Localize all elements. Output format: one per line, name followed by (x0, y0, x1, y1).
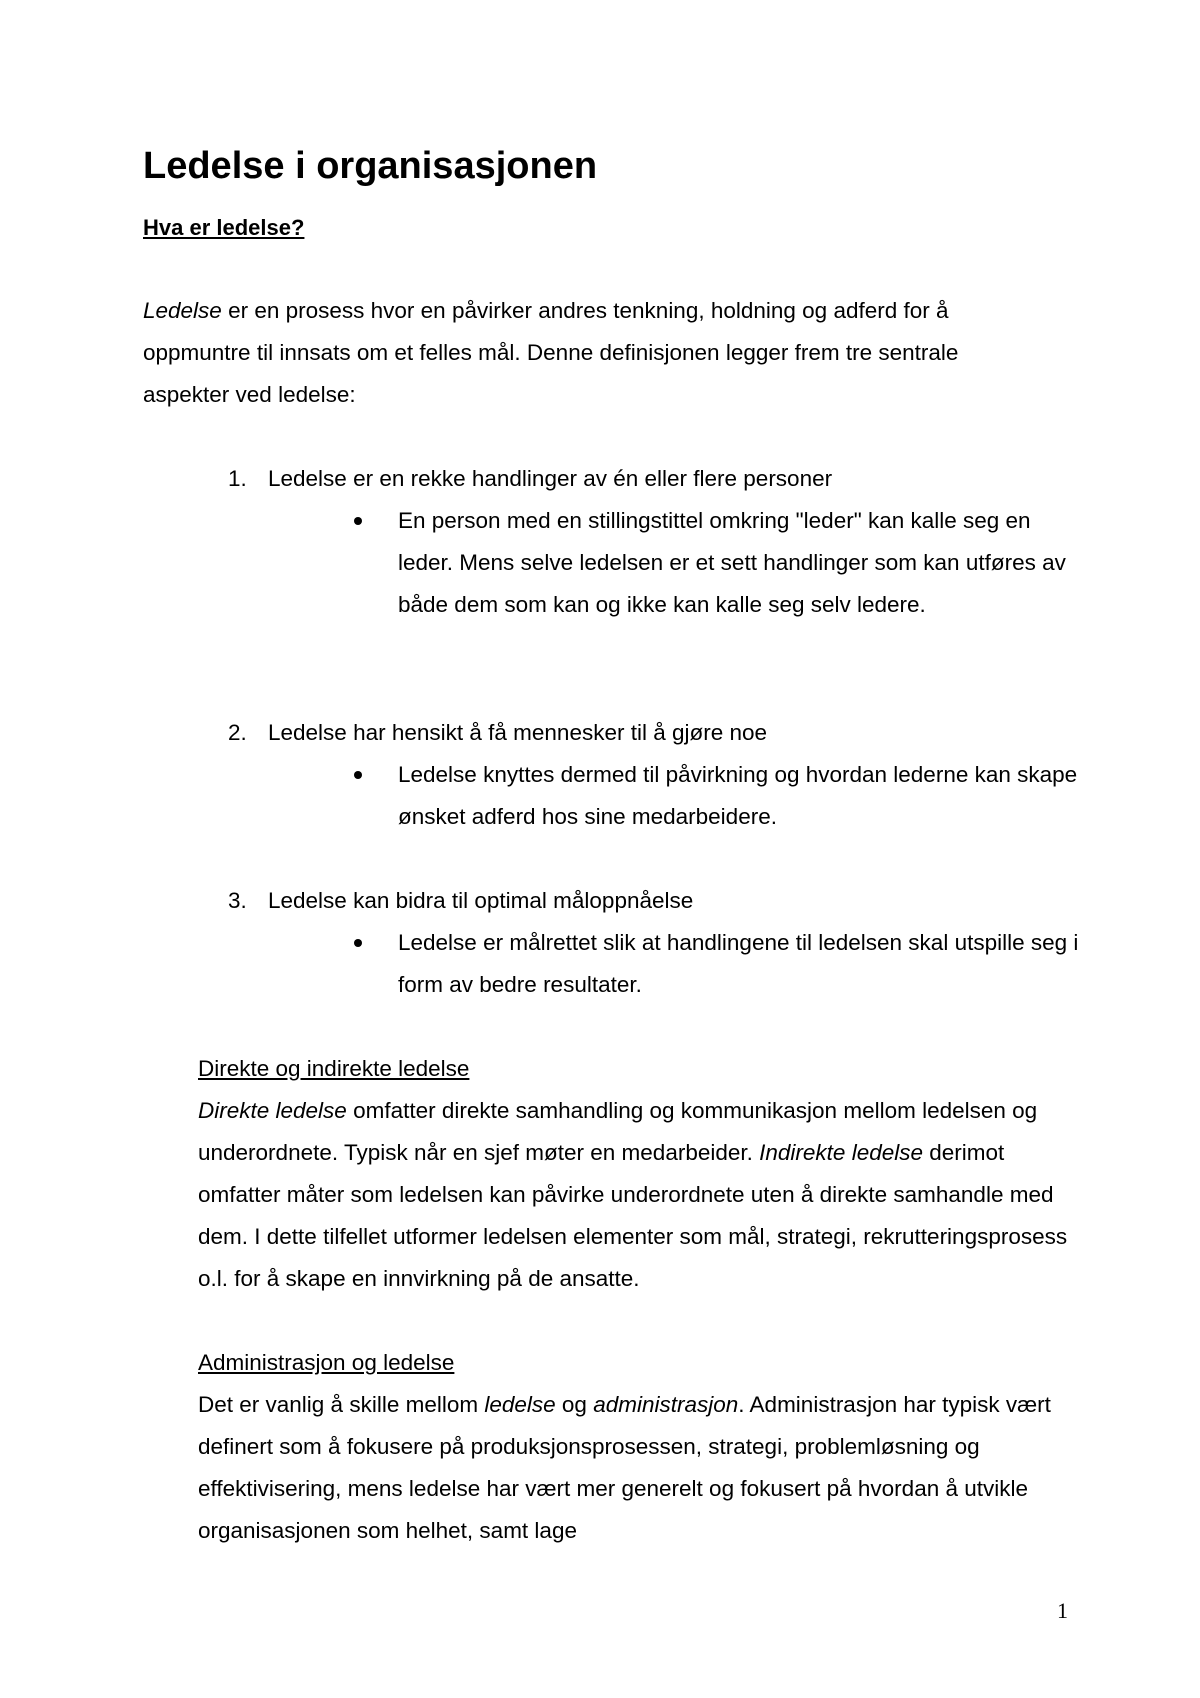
intro-paragraph (143, 290, 1043, 416)
list-item-3 (228, 880, 693, 922)
text-direct-1: omfatter direkte samhandling og kommunikasjon mellom ledelsen og underordnete. Typisk når en sjef møter en medarbeider. (198, 1098, 1038, 1165)
list-number: 1. (228, 466, 247, 491)
bullet-text: Ledelse knyttes dermed til påvirkning og hvordan lederne kan skape ønsket adferd hos sine medarbeidere. (398, 762, 1078, 829)
text-direct-2: derimot omfatter måter som ledelsen kan påvirke underordnete uten å direkte samhandle med dem. I dette tilfellet utformer ledelsen elementer som mål, strategi, rekrutteringsprosess o.l. for å skape en innvirkning på de ansatte. (198, 1140, 1068, 1291)
bullet-icon (354, 939, 362, 947)
list-number: 3. (228, 888, 247, 913)
intro-term: Ledelse (143, 298, 222, 323)
section-heading-direct: Direkte og indirekte ledelse (198, 1056, 470, 1081)
list-item-1 (228, 458, 832, 500)
bullet-item-3 (360, 922, 1080, 1006)
bullet-text: Ledelse er målrettet slik at handlingene til ledelsen skal utspille seg i form av bedre resultater. (398, 930, 1079, 997)
bullet-item-2 (360, 754, 1080, 838)
bullet-item-1 (360, 500, 1080, 626)
list-number: 2. (228, 720, 247, 745)
list-item-2 (228, 712, 767, 754)
bullet-text: En person med en stillingstittel omkring "leder" kan kalle seg en leder. Mens selve ledelsen er et sett handlinger som kan utføres av både dem som kan og ikke kan kalle seg selv ledere. (398, 508, 1066, 617)
term-ledelse: ledelse (484, 1392, 556, 1417)
section-heading-admin: Administrasjon og ledelse (198, 1350, 455, 1375)
section-paragraph-admin (198, 1384, 1078, 1552)
list-item-text: Ledelse er en rekke handlinger av én eller flere personer (268, 466, 833, 491)
page-title: Ledelse i organisasjonen (143, 145, 598, 187)
text-admin-2: og (555, 1392, 594, 1417)
list-item-text: Ledelse har hensikt å få mennesker til å gjøre noe (268, 720, 768, 745)
section-paragraph-direct (198, 1090, 1078, 1300)
page-number: 1 (1057, 1598, 1068, 1623)
section-subtitle: Hva er ledelse? (143, 215, 305, 240)
term-direct: Direkte ledelse (198, 1098, 347, 1123)
intro-text: er en prosess hvor en påvirker andres tenkning, holdning og adferd for å oppmuntre til innsats om et felles mål. Denne definisjonen legger frem tre sentrale aspekter ved ledelse: (143, 298, 959, 407)
text-admin-3: . Administrasjon har typisk vært definert som å fokusere på produksjonsprosessen, strategi, problemløsning og effektivisering, mens ledelse har vært mer generelt og fokusert på hvordan å utvikle organisasjonen som helhet, samt lage (198, 1392, 1051, 1543)
list-item-text: Ledelse kan bidra til optimal måloppnåelse (268, 888, 694, 913)
bullet-icon (354, 517, 362, 525)
text-admin-1: Det er vanlig å skille mellom (198, 1392, 485, 1417)
term-administrasjon: administrasjon (593, 1392, 739, 1417)
term-indirect: Indirekte ledelse (759, 1140, 923, 1165)
bullet-icon (354, 771, 362, 779)
